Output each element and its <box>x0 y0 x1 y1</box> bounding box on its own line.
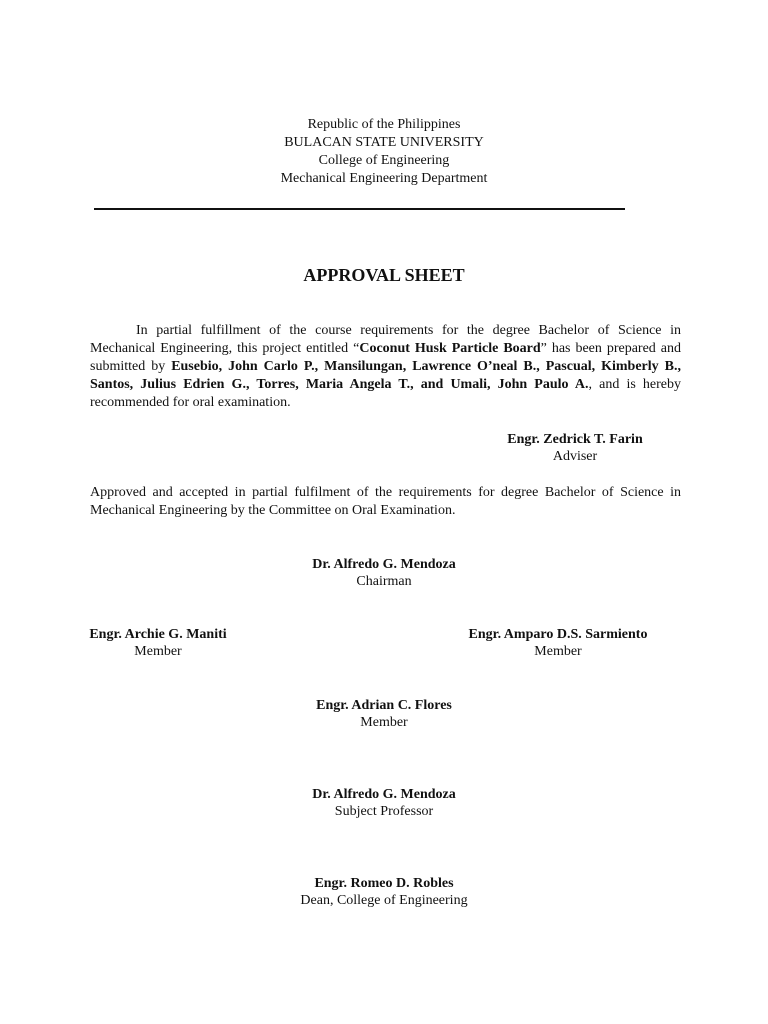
dean-role: Dean, College of Engineering <box>300 893 468 908</box>
country-line: Republic of the Philippines <box>307 117 461 132</box>
member-role: Member <box>134 644 182 659</box>
subject-professor-name: Dr. Alfredo G. Mendoza <box>312 787 456 802</box>
chairman-name: Dr. Alfredo G. Mendoza <box>312 557 456 572</box>
department-name: Mechanical Engineering Department <box>280 171 488 186</box>
project-title: Coconut Husk Particle Board <box>359 341 541 356</box>
page-title: APPROVAL SHEET <box>303 265 465 285</box>
chairman-signature-block <box>0 556 768 590</box>
member-signature-block <box>60 626 256 660</box>
subject-professor-signature-block <box>0 786 768 820</box>
member-name: Engr. Amparo D.S. Sarmiento <box>468 627 648 642</box>
document-header <box>0 116 768 188</box>
member-name: Engr. Archie G. Maniti <box>89 627 227 642</box>
member-name: Engr. Adrian C. Flores <box>316 698 452 713</box>
dean-signature-block <box>0 875 768 909</box>
subject-professor-role: Subject Professor <box>334 804 434 819</box>
paragraph-text: ” has been prepared and submitted by <box>90 341 681 374</box>
adviser-name: Engr. Zedrick T. Farin <box>507 432 643 447</box>
recommendation-paragraph <box>90 322 681 412</box>
university-name: BULACAN STATE UNIVERSITY <box>284 135 484 150</box>
chairman-role: Chairman <box>356 574 412 589</box>
adviser-signature-block <box>470 431 680 465</box>
member-role: Member <box>534 644 582 659</box>
authors-list: Eusebio, John Carlo P., Mansilungan, Lawrence O’neal B., Pascual, Kimberly B., Santos, Julius Edrien G., Torres, Maria Angela T., and Umali, John Paulo A. <box>90 359 681 392</box>
adviser-role: Adviser <box>552 449 598 464</box>
college-name: College of Engineering <box>318 153 450 168</box>
dean-name: Engr. Romeo D. Robles <box>314 876 454 891</box>
paragraph-text: , and is hereby recommended for oral examination. <box>90 377 681 410</box>
member-signature-block <box>430 626 686 660</box>
member-signature-block <box>0 697 768 731</box>
approval-paragraph: Approved and accepted in partial fulfilment of the requirements for degree Bachelor of Science in Mechanical Engineering by the Committee on Oral Examination. <box>90 485 681 518</box>
member-role: Member <box>360 715 408 730</box>
header-divider <box>94 208 625 210</box>
paragraph-text: In partial fulfillment of the course requirements for the degree Bachelor of Science in Mechanical Engineering, this project entitled “ <box>90 323 681 356</box>
